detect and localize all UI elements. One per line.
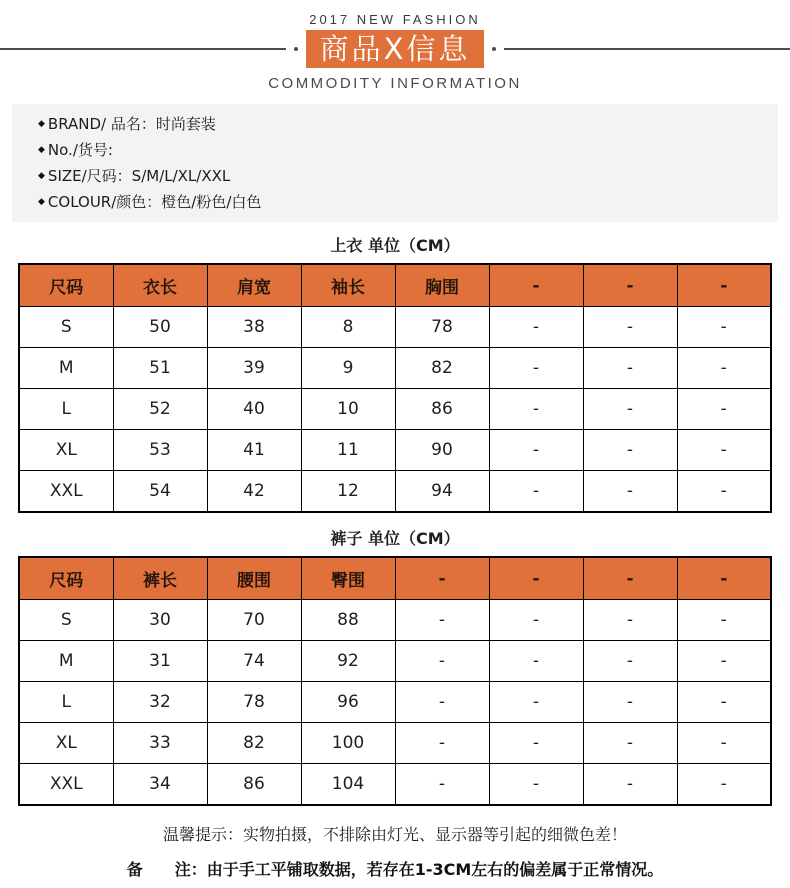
- diamond-bullet-icon: ◆: [38, 197, 45, 207]
- table-cell: XXL: [19, 764, 113, 806]
- top-size-table: [18, 263, 772, 513]
- table-cell: 32: [113, 682, 207, 723]
- info-text: SIZE/尺码：S/M/L/XL/XXL: [47, 167, 231, 185]
- banner-title: 商品X信息: [306, 30, 485, 68]
- table-header-cell: 尺码: [19, 264, 113, 307]
- table-cell: XXL: [19, 471, 113, 513]
- table-row: [19, 764, 771, 806]
- table-cell: -: [677, 430, 771, 471]
- table-cell: -: [489, 764, 583, 806]
- table-cell: -: [583, 389, 677, 430]
- table-cell: S: [19, 307, 113, 348]
- table-cell: -: [395, 641, 489, 682]
- table-header-cell: 肩宽: [207, 264, 301, 307]
- table-cell: 38: [207, 307, 301, 348]
- table-row: [19, 348, 771, 389]
- table-cell: -: [395, 600, 489, 641]
- table-header-cell: -: [395, 557, 489, 600]
- table-cell: XL: [19, 723, 113, 764]
- right-rule-line: [504, 48, 790, 50]
- table-cell: 41: [207, 430, 301, 471]
- table-header-cell: 臀围: [301, 557, 395, 600]
- table-cell: 51: [113, 348, 207, 389]
- table-cell: 33: [113, 723, 207, 764]
- info-text: BRAND/ 品名：时尚套装: [47, 115, 216, 133]
- table-cell: -: [583, 641, 677, 682]
- table-cell: 30: [113, 600, 207, 641]
- table-header-cell: 腰围: [207, 557, 301, 600]
- banner-row: [0, 30, 790, 68]
- table-cell: 82: [207, 723, 301, 764]
- table-header-cell: 袖长: [301, 264, 395, 307]
- table-cell: -: [677, 600, 771, 641]
- table-cell: 53: [113, 430, 207, 471]
- table-cell: 88: [301, 600, 395, 641]
- table-cell: S: [19, 600, 113, 641]
- table-cell: -: [489, 471, 583, 513]
- table-cell: -: [489, 307, 583, 348]
- product-info-box: [12, 104, 778, 222]
- table-cell: 34: [113, 764, 207, 806]
- table-cell: 90: [395, 430, 489, 471]
- table-header-cell: -: [489, 264, 583, 307]
- table-cell: -: [583, 600, 677, 641]
- top-table-title: 上衣 单位（CM）: [330, 236, 460, 255]
- info-text: COLOUR/颜色：橙色/粉色/白色: [47, 193, 262, 211]
- page-header: [0, 0, 790, 92]
- table-cell: 9: [301, 348, 395, 389]
- table-cell: 11: [301, 430, 395, 471]
- pants-table-title: 裤子 单位（CM）: [330, 529, 460, 548]
- table-cell: 100: [301, 723, 395, 764]
- table-cell: XL: [19, 430, 113, 471]
- table-cell: 78: [207, 682, 301, 723]
- diamond-bullet-icon: ◆: [38, 119, 45, 129]
- info-text: No./货号:: [47, 141, 113, 159]
- table-header-cell: 裤长: [113, 557, 207, 600]
- table-cell: 12: [301, 471, 395, 513]
- table-cell: -: [677, 641, 771, 682]
- table-row: [19, 471, 771, 513]
- subtitle-text: COMMODITY INFORMATION: [268, 75, 522, 92]
- table-header-cell: -: [583, 264, 677, 307]
- table-cell: 92: [301, 641, 395, 682]
- table-cell: 78: [395, 307, 489, 348]
- table-header-cell: -: [677, 557, 771, 600]
- table-cell: 86: [395, 389, 489, 430]
- table-cell: 96: [301, 682, 395, 723]
- table-row: [19, 641, 771, 682]
- table-cell: -: [583, 764, 677, 806]
- table-cell: -: [489, 600, 583, 641]
- tagline-text: 2017 NEW FASHION: [309, 12, 481, 27]
- table-cell: L: [19, 682, 113, 723]
- table-cell: -: [395, 764, 489, 806]
- table-header-row: [19, 264, 771, 307]
- table-cell: -: [489, 348, 583, 389]
- table-row: [19, 389, 771, 430]
- info-line-colour: [38, 189, 752, 215]
- table-row: [19, 723, 771, 764]
- table-cell: -: [583, 723, 677, 764]
- table-row: [19, 682, 771, 723]
- table-cell: -: [395, 723, 489, 764]
- table-cell: 31: [113, 641, 207, 682]
- table-cell: M: [19, 348, 113, 389]
- table-cell: 54: [113, 471, 207, 513]
- table-cell: -: [677, 764, 771, 806]
- table-cell: 94: [395, 471, 489, 513]
- table-cell: L: [19, 389, 113, 430]
- table-cell: 42: [207, 471, 301, 513]
- table-row: [19, 600, 771, 641]
- table-cell: -: [583, 348, 677, 389]
- table-header-row: [19, 557, 771, 600]
- table-cell: -: [677, 307, 771, 348]
- table-cell: -: [489, 389, 583, 430]
- table-cell: -: [489, 430, 583, 471]
- info-line-brand: [38, 111, 752, 137]
- table-cell: 82: [395, 348, 489, 389]
- table-cell: -: [489, 641, 583, 682]
- info-line-size: [38, 163, 752, 189]
- table-header-cell: -: [677, 264, 771, 307]
- table-row: [19, 307, 771, 348]
- table-cell: -: [395, 682, 489, 723]
- table-header-cell: -: [489, 557, 583, 600]
- left-rule-line: [0, 48, 286, 50]
- table-row: [19, 430, 771, 471]
- note-text: 备 注：由于手工平铺取数据，若存在1-3CM左右的偏差属于正常情况。: [126, 860, 664, 879]
- right-dot-icon: [492, 47, 496, 51]
- pants-size-table: [18, 556, 772, 806]
- table-cell: 74: [207, 641, 301, 682]
- table-cell: -: [677, 348, 771, 389]
- table-cell: -: [583, 682, 677, 723]
- table-header-cell: 衣长: [113, 264, 207, 307]
- table-header-cell: 尺码: [19, 557, 113, 600]
- table-cell: 10: [301, 389, 395, 430]
- table-cell: -: [677, 682, 771, 723]
- table-header-cell: -: [583, 557, 677, 600]
- table-cell: 86: [207, 764, 301, 806]
- table-cell: -: [677, 723, 771, 764]
- diamond-bullet-icon: ◆: [38, 145, 45, 155]
- table-cell: 52: [113, 389, 207, 430]
- table-cell: M: [19, 641, 113, 682]
- table-cell: -: [677, 389, 771, 430]
- table-cell: -: [583, 471, 677, 513]
- left-dot-icon: [294, 47, 298, 51]
- table-cell: 50: [113, 307, 207, 348]
- tip-text: 温馨提示：实物拍摄，不排除由灯光、显示器等引起的细微色差！: [162, 825, 627, 844]
- table-cell: -: [489, 723, 583, 764]
- info-line-number: [38, 137, 752, 163]
- table-cell: 104: [301, 764, 395, 806]
- table-cell: -: [489, 682, 583, 723]
- table-cell: -: [583, 430, 677, 471]
- table-cell: 8: [301, 307, 395, 348]
- table-cell: -: [677, 471, 771, 513]
- table-cell: 70: [207, 600, 301, 641]
- table-header-cell: 胸围: [395, 264, 489, 307]
- table-cell: -: [583, 307, 677, 348]
- table-cell: 40: [207, 389, 301, 430]
- table-cell: 39: [207, 348, 301, 389]
- diamond-bullet-icon: ◆: [38, 171, 45, 181]
